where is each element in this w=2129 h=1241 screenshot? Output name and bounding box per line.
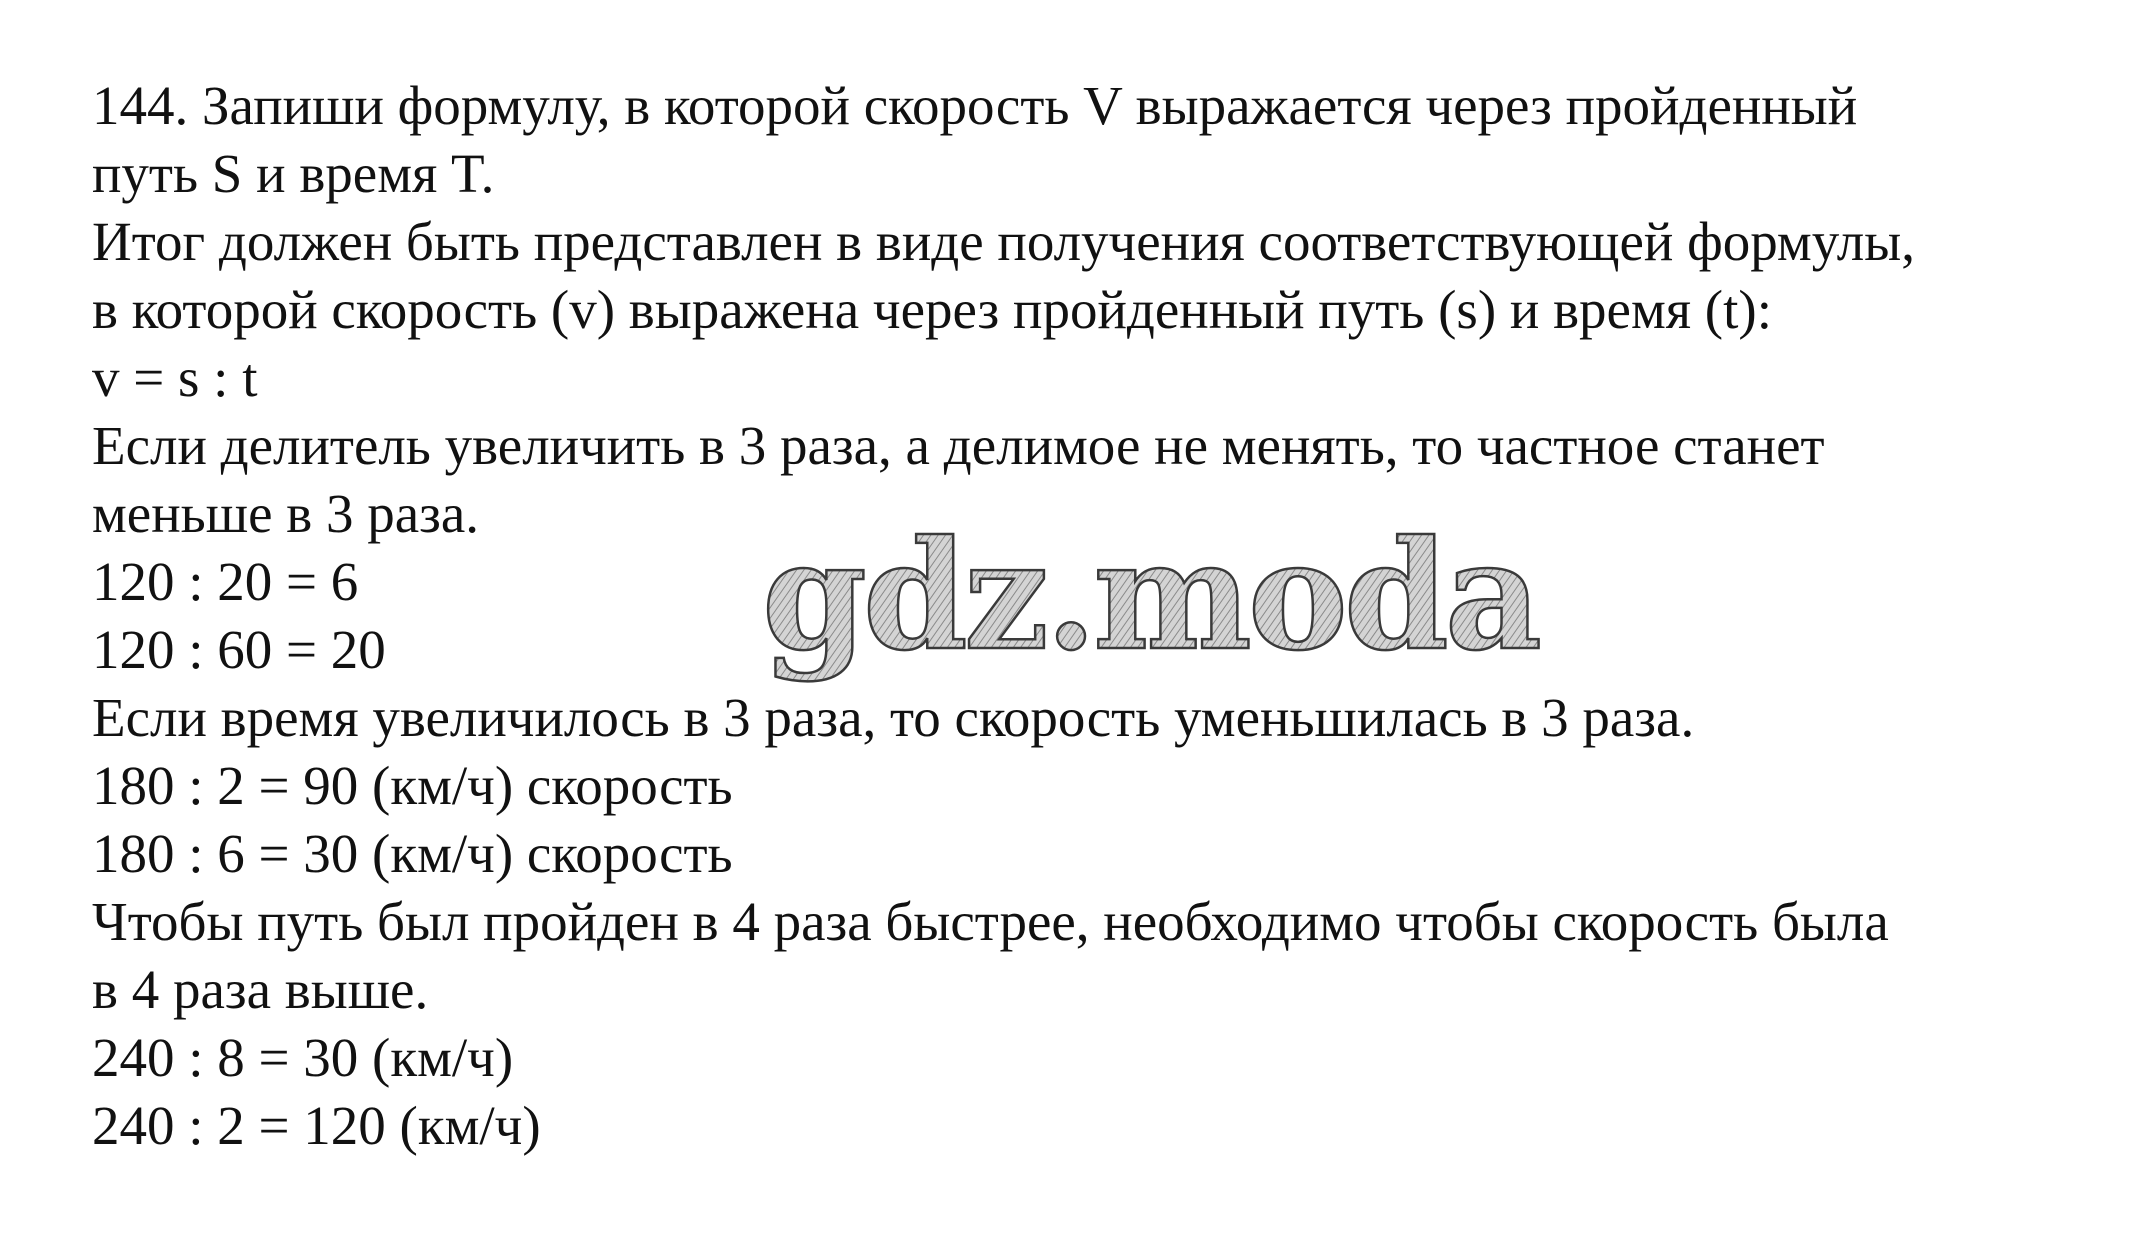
text-line: путь S и время T. [92,143,495,204]
text-line: 180 : 2 = 90 (км/ч) скорость [92,755,733,816]
text-line: 240 : 2 = 120 (км/ч) [92,1095,541,1156]
text-line: 144. Запиши формулу, в которой скорость V выражается через пройденный [92,75,1858,136]
text-line: Если делитель увеличить в 3 раза, а делимое не менять, то частное станет [92,415,1825,476]
text-line: в которой скорость (v) выражена через пройденный путь (s) и время (t): [92,279,1772,340]
text-line: 180 : 6 = 30 (км/ч) скорость [92,823,733,884]
text-line: Чтобы путь был пройден в 4 раза быстрее, необходимо чтобы скорость была [92,891,1889,952]
text-line: 120 : 60 = 20 [92,619,386,680]
text-line: меньше в 3 раза. [92,483,480,544]
text-line: Если время увеличилось в 3 раза, то скорость уменьшилась в 3 раза. [92,687,1695,748]
text-line: 120 : 20 = 6 [92,551,359,612]
text-line: Итог должен быть представлен в виде получения соответствующей формулы, [92,211,1915,272]
text-line: 240 : 8 = 30 (км/ч) [92,1027,514,1088]
watermark-text: gdz.moda [762,508,1539,684]
solution-text [92,72,2092,1160]
text-line: в 4 раза выше. [92,959,429,1020]
text-line: v = s : t [92,347,258,408]
